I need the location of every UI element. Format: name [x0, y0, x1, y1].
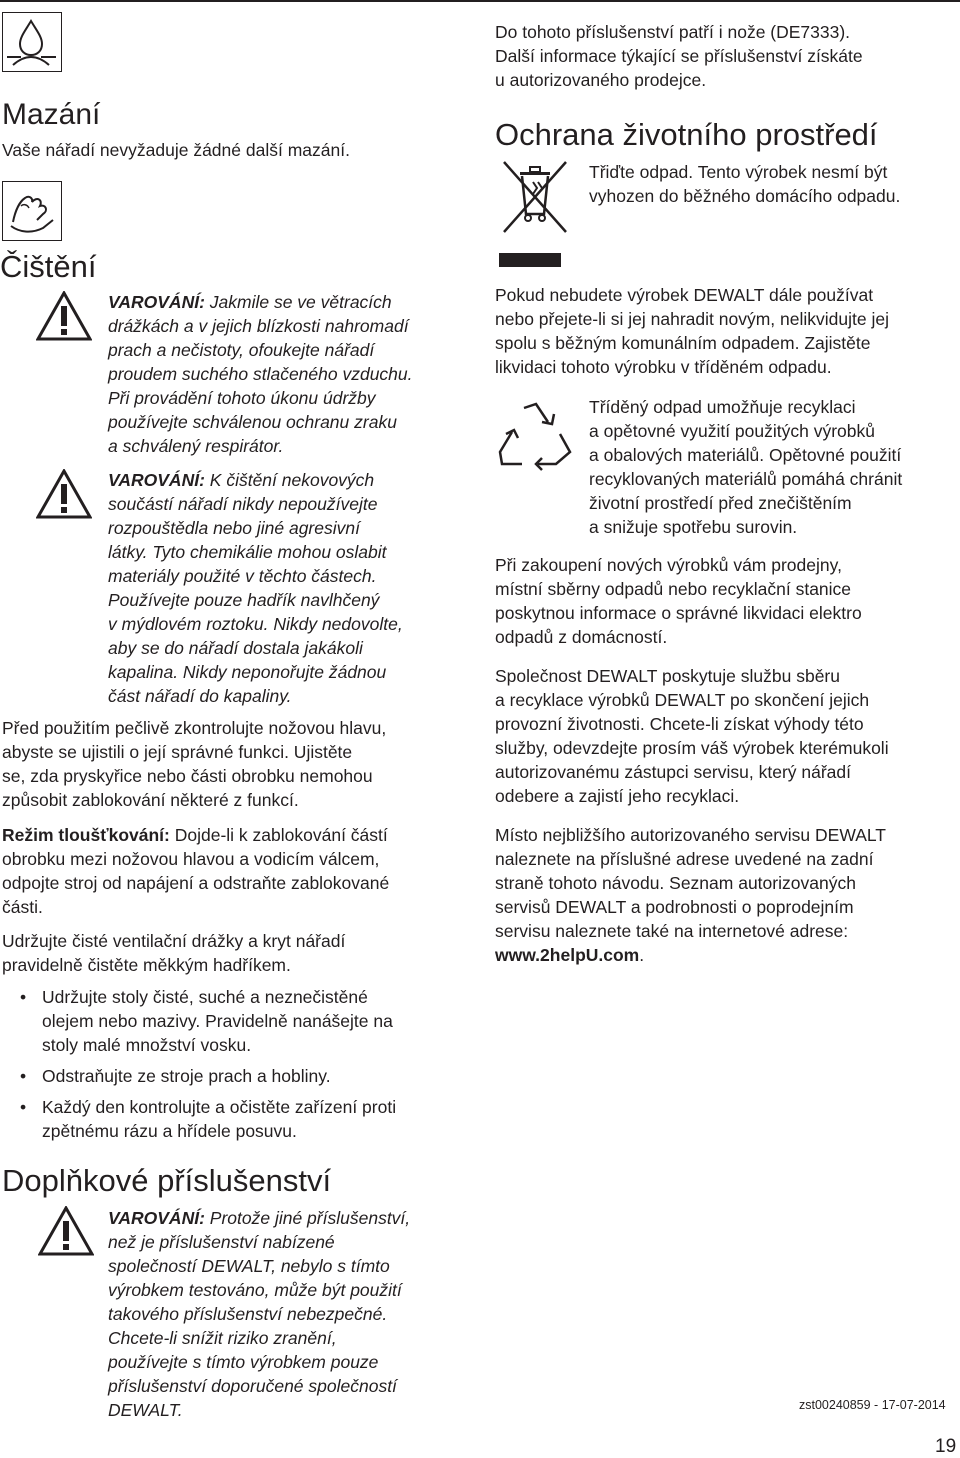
service-location-paragraph: [495, 823, 955, 967]
body-text: u autorizovaného prodejce.: [495, 70, 707, 90]
warning-text: část nářadí do kapaliny.: [108, 686, 292, 706]
body-text: servisu naleznete také na internetové adrese:: [495, 921, 849, 941]
body-text: Před použitím pečlivě zkontrolujte nožovou hlavu,: [2, 718, 387, 738]
warning-text: materiály použité v těchto částech.: [108, 566, 377, 586]
warning-label: VAROVÁNÍ:: [108, 470, 205, 490]
warning-text: takového příslušenství nebezpečné.: [108, 1304, 388, 1324]
body-text: a snižuje spotřebu surovin.: [589, 517, 798, 537]
warning-text: používejte s tímto výrobkem pouze: [108, 1352, 379, 1372]
bullet-text: Každý den kontrolujte a očistěte zařízení proti: [42, 1097, 397, 1117]
warning-text: Při provádění tohoto úkonu údržby: [108, 388, 376, 408]
warning-label: VAROVÁNÍ:: [108, 1208, 205, 1228]
warning-text: příslušenství doporučené společností: [108, 1376, 397, 1396]
warning-text: Chcete-li snížit riziko zranění,: [108, 1328, 337, 1348]
body-text: odpojte stroj od napájení a odstraňte zablokované: [2, 873, 390, 893]
body-text: odebere a zajistí jeho recyklaci.: [495, 786, 740, 806]
warning-text: rozpouštědla nebo jiné agresivní: [108, 518, 360, 538]
body-text: části.: [2, 897, 43, 917]
body-text: a opětovné využití použitých výrobků: [589, 421, 875, 441]
environment-title: Ochrana životního prostředí: [495, 117, 878, 152]
body-text: obrobku mezi nožovou hlavou a vodicím válcem,: [2, 849, 380, 869]
bullet-text: zpětnému rázu a hřídele posuvu.: [42, 1121, 297, 1141]
body-text: Místo nejbližšího autorizovaného servisu DEWALT: [495, 825, 886, 845]
body-text: spolu s běžným komunálním odpadem. Zajistěte: [495, 333, 871, 353]
warning-text: látky. Tyto chemikálie mohou oslabit: [108, 542, 387, 562]
warning-text: Protože jiné příslušenství,: [209, 1208, 411, 1228]
body-text: Pokud nebudete výrobek DEWALT dále používat: [495, 285, 874, 305]
bullet-text: stoly malé množství vosku.: [42, 1035, 252, 1055]
body-text: Dojde-li k zablokování částí: [174, 825, 388, 845]
body-text: provozní životnosti. Chcete-li získat výhody této: [495, 714, 864, 734]
cleaning-warning-2: [108, 468, 458, 708]
warning-text: Používejte pouze hadřík navlhčený: [108, 590, 380, 610]
accessories-warning: [108, 1206, 463, 1422]
warning-text: DEWALT.: [108, 1400, 183, 1420]
lubrication-title: Mazání: [2, 98, 101, 131]
body-text: se, zda pryskyřice nebo části obrobku nemohou: [2, 766, 373, 786]
warning-text: drážkách a v jejich blízkosti nahromadí: [108, 316, 409, 336]
warning-text: proudem suchého stlačeného vzduchu.: [108, 364, 413, 384]
body-text: Do tohoto příslušenství patří i nože (DE7333).: [495, 22, 851, 42]
cleaning-hand-icon: [2, 181, 62, 241]
warning-text: K čištění nekovových: [209, 470, 375, 490]
cleaning-bullet-list: [2, 985, 462, 1150]
warning-text: prach a nečistoty, ofoukejte nářadí: [108, 340, 375, 360]
body-text: služby, odevzdejte prosím váš výrobek kterémukoli: [495, 738, 889, 758]
body-text: a obalových materiálů. Opětovné použití: [589, 445, 902, 465]
accessories-title: Doplňkové příslušenství: [2, 1163, 332, 1198]
black-bar: [499, 253, 561, 267]
body-text: Udržujte čisté ventilační drážky a kryt nářadí: [2, 931, 346, 951]
lubrication-text: Vaše nářadí nevyžaduje žádné další mazání.: [2, 140, 350, 160]
body-text: Třiďte odpad. Tento výrobek nesmí být: [589, 162, 888, 182]
body-text: poskytnou informace o správné likvidaci elektro: [495, 603, 862, 623]
page-number: 19: [935, 1436, 957, 1457]
weee-text: [589, 160, 959, 208]
warning-text: součástí nářadí nikdy nepoužívejte: [108, 494, 378, 514]
cleaning-paragraph-1: [2, 716, 462, 812]
body-text: Společnost DEWALT poskytuje službu sběru: [495, 666, 840, 686]
body-text: abyste se ujistili o její správné funkci. Ujistěte: [2, 742, 353, 762]
body-text: pravidelně čistěte měkkým hadříkem.: [2, 955, 291, 975]
warning-text: Jakmile se ve větracích: [209, 292, 392, 312]
warning-text: aby se do nářadí dostala jakákoli: [108, 638, 363, 658]
accessories-intro: [495, 20, 955, 92]
body-text: a recyklace výrobků DEWALT po skončení jejich: [495, 690, 870, 710]
cleaning-warning-1: [108, 290, 458, 458]
body-text: vyhozen do běžného domácího odpadu.: [589, 186, 901, 206]
service-paragraph: [495, 664, 955, 808]
list-item: • Odstraňujte ze stroje prach a hobliny.: [2, 1064, 462, 1088]
warning-text: kapalina. Nikdy neponořujte žádnou: [108, 662, 387, 682]
body-text: Při zakoupení nových výrobků vám prodejny,: [495, 555, 842, 575]
thicknessing-label: Režim tloušťkování:: [2, 825, 170, 845]
warning-text: než je příslušenství nabízené: [108, 1232, 335, 1252]
body-text: likvidaci tohoto výrobku v tříděném odpadu.: [495, 357, 832, 377]
body-text: straně tohoto návodu. Seznam autorizovaných: [495, 873, 856, 893]
body-text: servisů DEWALT a podrobnosti o poprodejním: [495, 897, 854, 917]
top-rule: [0, 0, 960, 2]
body-text: autorizovanému zástupci servisu, který nářadí: [495, 762, 851, 782]
bullet-text: olejem nebo mazivy. Pravidelně nanášejte na: [42, 1011, 393, 1031]
body-text: místní sběrny odpadů nebo recyklační stanice: [495, 579, 852, 599]
recycle-icon: [494, 400, 578, 474]
body-text: naleznete na příslušné adrese uvedené na zadní: [495, 849, 874, 869]
list-item: • Udržujte stoly čisté, suché a neznečistěné olejem nebo mazivy. Pravidelně nanášejte na stoly malé množství vosku.: [2, 985, 462, 1057]
disposal-paragraph: [495, 283, 955, 379]
crossed-bin-icon: [498, 158, 572, 236]
body-text: Další informace týkající se příslušenství získáte: [495, 46, 863, 66]
website-link[interactable]: www.2helpU.com: [495, 945, 640, 965]
cleaning-title: Čištění: [0, 249, 97, 284]
warning-text: v mýdlovém roztoku. Nikdy nedovolte,: [108, 614, 403, 634]
warning-label: VAROVÁNÍ:: [108, 292, 205, 312]
body-text: odpadů z domácností.: [495, 627, 668, 647]
warning-triangle-icon: [36, 469, 92, 519]
bullet-text: Odstraňujte ze stroje prach a hobliny.: [42, 1066, 331, 1086]
body-text: recyklovaných materiálů pomáhá chránit: [589, 469, 903, 489]
cleaning-paragraph-2: [2, 823, 462, 919]
warning-text: společností DEWALT, nebylo s tímto: [108, 1256, 390, 1276]
list-item: • Každý den kontrolujte a očistěte zařízení proti zpětnému rázu a hřídele posuvu.: [2, 1095, 462, 1143]
oil-drop-icon: [2, 12, 62, 72]
warning-triangle-icon: [38, 1206, 94, 1256]
cleaning-paragraph-3: [2, 929, 462, 977]
warning-triangle-icon: [36, 291, 92, 341]
warning-text: používejte schválenou ochranu zraku: [108, 412, 397, 432]
warning-text: výrobkem testováno, může být použití: [108, 1280, 402, 1300]
body-text: Tříděný odpad umožňuje recyklaci: [589, 397, 856, 417]
punctuation: .: [639, 945, 645, 965]
body-text: životní prostředí před znečištěním: [589, 493, 852, 513]
bullet-text: Udržujte stoly čisté, suché a neznečistěné: [42, 987, 368, 1007]
body-text: způsobit zablokování některé z funkcí.: [2, 790, 299, 810]
recycle-text: [589, 395, 959, 539]
purchase-paragraph: [495, 553, 955, 649]
document-code: zst00240859 - 17-07-2014: [799, 1398, 946, 1412]
body-text: nebo přejete-li si jej nahradit novým, nelikvidujte jej: [495, 309, 889, 329]
warning-text: a schválený respirátor.: [108, 436, 284, 456]
